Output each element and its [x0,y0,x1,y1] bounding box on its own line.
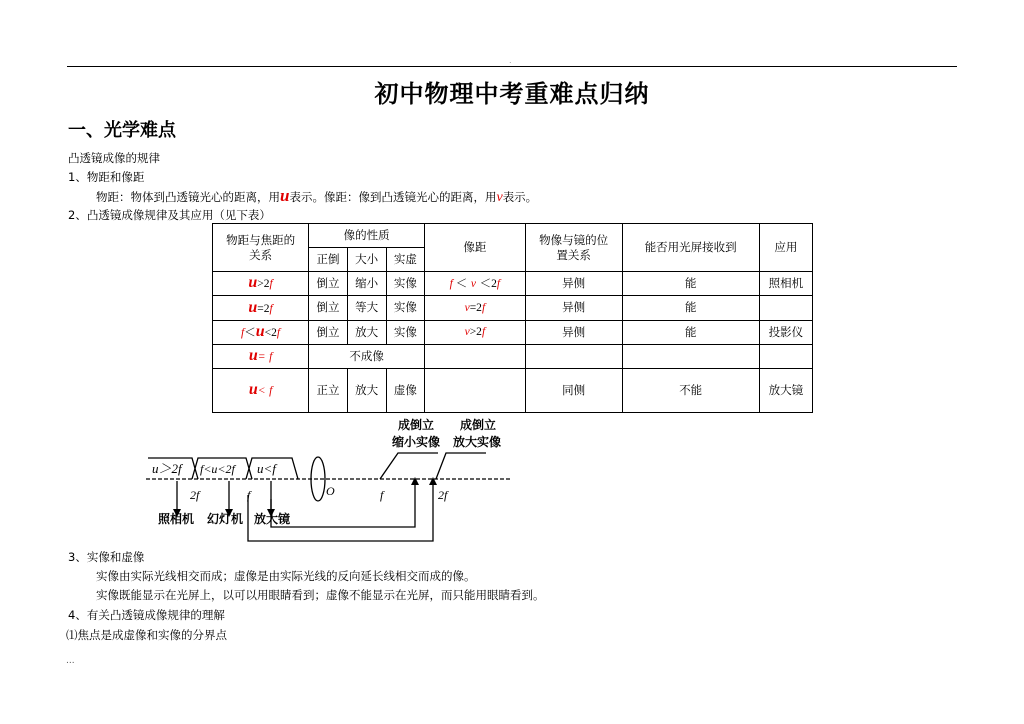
app-camera-label: 照相机 [158,512,195,526]
label-large-line2: 放大实像 [453,435,502,449]
header-position-line2: 置关系 [556,247,591,262]
upright-cell: 倒立 [309,272,348,296]
real-virtual-cell: 实像 [386,320,425,344]
u-var: u [255,322,265,340]
screen-cell: 不能 [622,368,759,412]
lt-op: ＜ [244,326,256,339]
header-position-line1: 物像与镜的位 [539,232,609,247]
u-var: u [248,298,258,316]
rel-op: <2 [264,326,277,339]
rel-op: >2 [257,278,270,291]
table-row [213,368,813,412]
tick-f-right: f [380,488,384,502]
item1-heading: 1、物距和像距 [68,170,145,184]
zone-label-1: u＞2f [152,461,182,476]
application-cell [759,296,812,320]
u-var: u [248,274,258,292]
origin-label: O [326,484,335,498]
image-region-small [380,453,438,479]
image-distance-cell [425,320,525,344]
u-symbol: u [280,186,290,205]
intro-text: 凸透镜成像的规律 [68,151,160,165]
image-distance-cell [425,272,525,296]
u-var: u [248,346,258,364]
item1-definition [96,186,537,206]
label-large-line1: 成倒立 [460,418,497,432]
table-row [213,344,813,368]
f-var: f [269,278,273,291]
f-var: f [269,302,273,315]
image-distance-cell [425,344,525,368]
header-image-nature: 像的性质 [309,224,425,248]
upright-cell: 正立 [309,368,348,412]
image-region-large [436,453,486,479]
relation-cell [213,344,309,368]
screen-cell: 能 [622,320,759,344]
application-cell: 放大镜 [759,368,812,412]
lt-op: ＜ [452,277,468,290]
relation-cell [213,272,309,296]
f-var: f [276,326,281,339]
v-var: v [470,277,476,290]
f-var: f [496,277,501,290]
application-cell: 投影仪 [759,320,812,344]
relation-cell [213,368,309,412]
tick-2f-right: 2f [438,488,448,502]
header-upright: 正倒 [309,248,348,272]
lt-op: ＜2 [479,277,497,290]
header-relation [213,224,309,272]
def-part3: 表示。 [502,190,538,204]
v-var: v [464,301,470,314]
position-cell: 异侧 [525,296,622,320]
page-title: 初中物理中考重难点归纳 [374,80,650,108]
upright-cell: 倒立 [309,320,348,344]
connector-small [271,481,415,527]
position-cell [525,344,622,368]
f-var: f [481,301,486,314]
real-virtual-cell: 虚像 [386,368,425,412]
no-image-cell: 不成像 [309,344,425,368]
size-cell: 等大 [347,296,386,320]
eq-op: = [257,350,266,363]
f-var: f [269,350,273,363]
gt-op: >2 [469,326,482,339]
label-small-line2: 缩小实像 [392,435,441,449]
header-position [525,224,622,272]
table-row [213,296,813,320]
lt-op: < [257,384,266,397]
f-var: f [269,384,273,397]
header-rule [67,66,957,67]
item2-heading: 2、凸透镜成像规律及其应用（见下表） [68,208,271,222]
table-row [213,320,813,344]
application-cell: 照相机 [759,272,812,296]
size-cell: 放大 [347,368,386,412]
f-var: f [241,326,245,339]
header-size: 大小 [347,248,386,272]
header-screen: 能否用光屏接收到 [622,224,759,272]
item3-line2: 实像既能显示在光屏上，以可以用眼睛看到；虚像不能显示在光屏，而只能用眼睛看到。 [96,588,545,602]
f-var: f [481,326,486,339]
rel-op: =2 [257,302,270,315]
label-small-line1: 成倒立 [398,418,435,432]
zone-label-3: u<f [257,461,276,476]
screen-cell [622,344,759,368]
lens-imaging-diagram [140,415,520,547]
app-magnifier-label: 放大镜 [254,512,291,526]
screen-cell: 能 [622,272,759,296]
eq-op: =2 [469,301,482,314]
real-virtual-cell: 实像 [386,272,425,296]
screen-cell: 能 [622,296,759,320]
u-var: u [248,380,258,398]
tick-f-left: f [247,488,251,502]
position-cell: 同侧 [525,368,622,412]
f-var: f [449,277,453,290]
header-application: 应用 [759,224,812,272]
def-part1: 物距：物体到凸透镜光心的距离，用 [96,190,280,204]
upright-cell: 倒立 [309,296,348,320]
header-relation-line1: 物距与焦距的 [226,232,296,247]
item3-line1: 实像由实际光线相交而成；虚像是由实际光线的反向延长线相交而成的像。 [96,569,476,583]
real-virtual-cell: 实像 [386,296,425,320]
connector-large [248,481,433,541]
section-heading: 一、光学难点 [68,120,176,141]
size-cell: 放大 [347,320,386,344]
lens-imaging-table [212,223,813,413]
item3-heading: 3、实像和虚像 [68,550,145,564]
v-symbol: v [496,190,503,205]
header-image-distance: 像距 [425,224,525,272]
application-cell [759,344,812,368]
zone-label-2: f<u<2f [200,462,235,476]
position-cell: 异侧 [525,272,622,296]
header-dot: . [509,56,512,65]
relation-cell [213,320,309,344]
size-cell: 缩小 [347,272,386,296]
header-real-virtual: 实虚 [386,248,425,272]
tick-2f-left: 2f [190,488,200,502]
position-cell: 异侧 [525,320,622,344]
item4-sub1: ⑴焦点是成虚像和实像的分界点 [66,628,227,642]
image-distance-cell [425,296,525,320]
table-row [213,272,813,296]
relation-cell [213,296,309,320]
header-relation-line2: 关系 [249,247,273,262]
footer-dots: ... [66,656,75,666]
arrowhead-small [411,477,419,485]
image-distance-cell [425,368,525,412]
item4-heading: 4、有关凸透镜成像规律的理解 [68,608,225,622]
app-projector-label: 幻灯机 [207,512,244,526]
v-var: v [464,326,470,339]
def-part2: 表示。像距：像到凸透镜光心的距离，用 [289,190,497,204]
